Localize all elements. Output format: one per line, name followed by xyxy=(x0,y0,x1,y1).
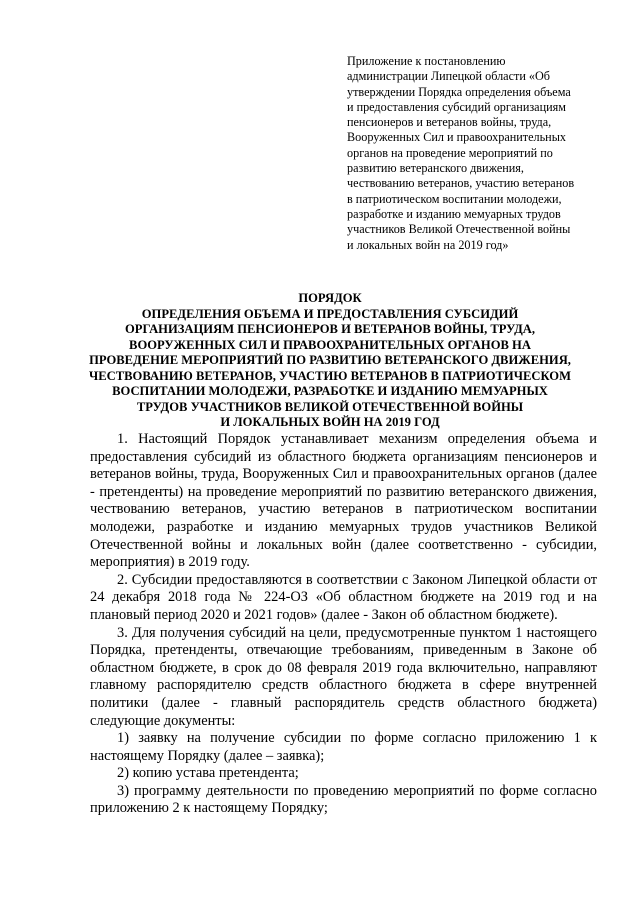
document-body xyxy=(90,431,597,818)
list-item-2: 2) копию устава претендента; xyxy=(117,765,299,782)
appendix-line: пенсионеров и ветеранов войны, труда, xyxy=(347,115,552,130)
title-line: ОРГАНИЗАЦИЯМ ПЕНСИОНЕРОВ И ВЕТЕРАНОВ ВОЙНЫ, ТРУДА, xyxy=(124,322,536,336)
title-line: И ЛОКАЛЬНЫХ ВОЙН НА 2019 ГОД xyxy=(220,415,440,429)
appendix-line: участников Великой Отечественной войны xyxy=(347,222,571,237)
title-line: ТРУДОВ УЧАСТНИКОВ ВЕЛИКОЙ ОТЕЧЕСТВЕННОЙ ВОЙНЫ xyxy=(136,399,524,414)
appendix-line: в патриотическом воспитании молодежи, xyxy=(347,191,562,206)
document-title xyxy=(60,291,600,431)
title-line: ВОСПИТАНИИ МОЛОДЕЖИ, РАЗРАБОТКЕ И ИЗДАНИЮ МЕМУАРНЫХ xyxy=(112,384,548,398)
list-item-1: 1) заявку на получение субсидии по форме согласно приложению 1 к настоящему Порядку (далее – заявка); xyxy=(90,730,597,764)
appendix-note xyxy=(347,54,597,253)
list-item-3: 3) программу деятельности по проведению мероприятий по форме согласно приложению 2 к настоящему Порядку; xyxy=(90,782,597,817)
appendix-line: Приложение к постановлению xyxy=(347,54,506,68)
appendix-line: разработке и изданию мемуарных трудов xyxy=(347,206,561,221)
appendix-line: органов на проведение мероприятий по xyxy=(347,145,553,160)
paragraph-3: 3. Для получения субсидий на цели, предусмотренные пунктом 1 настоящего Порядка, претенденты, отвечающие требованиям, приведенным в Законе об областном бюджете, в срок до 08 февраля 2019 года включительно, направляют главному распорядителю средств областного бюджета в сфере внутренней политики (далее - главный распорядитель средств областного бюджета) следующие документы: xyxy=(90,624,597,729)
appendix-line: развитию ветеранского движения, xyxy=(347,161,524,176)
title-line: ПОРЯДОК xyxy=(298,291,362,305)
title-line: ЧЕСТВОВАНИЮ ВЕТЕРАНОВ, УЧАСТИЮ ВЕТЕРАНОВ В ПАТРИОТИЧЕСКОМ xyxy=(89,368,571,383)
appendix-line: чествованию ветеранов, участию ветеранов xyxy=(347,176,575,191)
title-line: ВООРУЖЕННЫХ СИЛ И ПРАВООХРАНИТЕЛЬНЫХ ОРГАНОВ НА xyxy=(129,337,531,352)
appendix-line: и локальных войн на 2019 год» xyxy=(347,237,509,252)
paragraph-2: 2. Субсидии предоставляются в соответствии с Законом Липецкой области от 24 декабря 2018 года № 224-ОЗ «Об областном бюджете на 2019 год и на плановый период 2020 и 2021 годов» (далее - Закон об областном бюджете). xyxy=(90,571,597,623)
title-line: ОПРЕДЕЛЕНИЯ ОБЪЕМА И ПРЕДОСТАВЛЕНИЯ СУБСИДИЙ xyxy=(141,306,519,321)
appendix-line: администрации Липецкой области «Об xyxy=(347,69,550,84)
paragraph-1: 1. Настоящий Порядок устанавливает механизм определения объема и предоставления субсидий из областного бюджета организациям пенсионеров и ветеранов войны, труда, Вооруженных Сил и правоохранительных органов (далее - претенденты) на проведение мероприятий по развитию ветеранского движения, чествованию ветеранов, участию ветеранов в патриотическом воспитании молодежи, разработке и изданию мемуарных трудов участников Великой Отечественной войны и локальных войн (далее соответственно - субсидии, мероприятия) в 2019 году. xyxy=(90,431,597,571)
appendix-line: утверждении Порядка определения объема xyxy=(347,84,571,99)
appendix-line: Вооруженных Сил и правоохранительных xyxy=(347,130,566,145)
appendix-line: и предоставления субсидий организациям xyxy=(347,99,566,114)
title-line: ПРОВЕДЕНИЕ МЕРОПРИЯТИЙ ПО РАЗВИТИЮ ВЕТЕРАНСКОГО ДВИЖЕНИЯ, xyxy=(89,353,571,367)
